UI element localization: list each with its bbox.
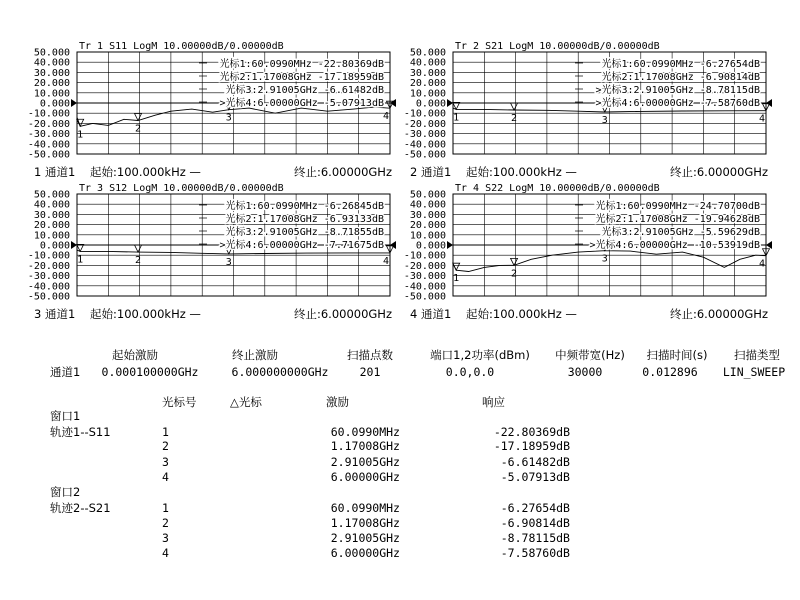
table-row: -6.27654dB xyxy=(500,501,570,515)
chart3-y-tick: -10.000 xyxy=(27,250,70,262)
chart3-ref-right-arrow xyxy=(390,241,396,249)
summary-ifbw-value: 30000 xyxy=(567,365,603,379)
chart3-marker-label: 3 xyxy=(225,256,232,268)
table-row: 2 xyxy=(162,439,169,453)
summary-start-value: 0.000100000GHz xyxy=(101,365,199,379)
chart3-y-tick: -30.000 xyxy=(27,271,70,283)
chart1-marker-readout: 光标3:2.91005GHz -6.61482dB xyxy=(225,85,384,96)
chart4-ref-right-arrow xyxy=(766,241,772,249)
chart3-y-tick: -50.000 xyxy=(27,291,70,303)
chart2-y-tick: -10.000 xyxy=(403,108,446,120)
chart3-marker-label: 1 xyxy=(77,254,84,266)
chart4-marker-label: 4 xyxy=(758,258,765,270)
window1-label: 窗口1 xyxy=(50,409,81,423)
chart1-marker-label: 4 xyxy=(382,111,389,123)
chart4-channel: 4 通道1 xyxy=(410,307,452,321)
table-row: 1.17008GHz xyxy=(330,439,400,453)
summary-stop-value: 6.000000000GHz xyxy=(231,365,329,379)
chart1-y-tick: -50.000 xyxy=(27,149,70,161)
chart1-marker-readout: 光标2:1.17008GHz -17.18959dB xyxy=(219,72,384,83)
chart2-title: Tr 2 S21 LogM 10.00000dB/0.00000dB xyxy=(455,41,660,52)
chart3-marker-label: 2 xyxy=(135,255,142,267)
table-row: -5.07913dB xyxy=(500,470,570,484)
chart2-stop: 终止:6.00000GHz xyxy=(669,165,768,179)
chart2-y-tick: 30.000 xyxy=(409,67,446,79)
chart3-channel: 3 通道1 xyxy=(34,307,76,321)
summary-header-start: 起始激励 xyxy=(112,348,158,362)
chart2-channel: 2 通道1 xyxy=(410,165,452,179)
chart1-ref-left-arrow xyxy=(71,99,77,107)
chart2-y-tick: 10.000 xyxy=(409,88,446,100)
chart1-marker-label: 3 xyxy=(225,112,232,124)
marker-header-response: 响应 xyxy=(482,395,505,409)
summary-sweeptime-value: 0.012896 xyxy=(642,365,698,379)
chart4-ref-left-arrow xyxy=(447,241,453,249)
chart3-start: 起始:100.000kHz — xyxy=(90,307,201,321)
chart4-marker-label: 1 xyxy=(453,273,460,285)
chart4-marker-readout: 光标3:2.91005GHz -5.59629dB xyxy=(601,227,760,238)
chart2-marker-readout: 光标2:1.17008GHz -6.90814dB xyxy=(601,72,760,83)
chart4-stop: 终止:6.00000GHz xyxy=(669,307,768,321)
window2-trace: 轨迹2--S21 xyxy=(50,501,111,515)
chart1-y-tick: 50.000 xyxy=(33,47,70,59)
chart4-marker-readout: 光标2:1.17008GHz -19.94628dB xyxy=(595,214,760,225)
table-row: 6.00000GHz xyxy=(330,546,400,560)
table-row: 1 xyxy=(162,501,169,515)
chart3-y-tick: 30.000 xyxy=(33,209,70,221)
chart3-y-tick: 40.000 xyxy=(33,199,70,211)
chart1-stop: 终止:6.00000GHz xyxy=(293,165,392,179)
table-row: 3 xyxy=(162,455,169,469)
summary-header-stop: 终止激励 xyxy=(232,348,278,362)
marker-header-stimulus: 激励 xyxy=(326,395,349,409)
chart1-y-tick: -10.000 xyxy=(27,108,70,120)
chart4-title: Tr 4 S22 LogM 10.00000dB/0.00000dB xyxy=(455,183,660,194)
chart3-y-tick: 10.000 xyxy=(33,230,70,242)
chart3-marker-readout: >光标4:6.00000GHz -7.71675dB xyxy=(219,240,384,251)
summary-header-sweeptype: 扫描类型 xyxy=(734,348,780,362)
chart2-ref-right-arrow xyxy=(766,99,772,107)
chart3-y-tick: -40.000 xyxy=(27,281,70,293)
chart1-y-tick: -30.000 xyxy=(27,129,70,141)
table-row: 6.00000GHz xyxy=(330,470,400,484)
chart1-marker-readout: 光标1:60.0990MHz -22.80369dB xyxy=(219,59,384,70)
table-row: 60.0990MHz xyxy=(330,501,400,515)
chart2-marker-label: 3 xyxy=(601,114,608,126)
table-row: 1.17008GHz xyxy=(330,516,400,530)
chart1-marker-readout: >光标4:6.00000GHz -5.07913dB xyxy=(219,98,384,109)
chart3-title: Tr 3 S12 LogM 10.00000dB/0.00000dB xyxy=(79,183,284,194)
table-row: -22.80369dB xyxy=(493,425,570,439)
chart3-marker-readout: 光标1:60.0990MHz -6.26845dB xyxy=(225,201,384,212)
table-row: -7.58760dB xyxy=(500,546,570,560)
window2-label: 窗口2 xyxy=(50,485,81,499)
chart1-start: 起始:100.000kHz — xyxy=(90,165,201,179)
table-row: -17.18959dB xyxy=(493,439,570,453)
chart2-marker-label: 4 xyxy=(758,113,765,125)
summary-row-label: 通道1 xyxy=(50,365,81,379)
summary-sweeptype-value: LIN_SWEEP xyxy=(722,365,786,379)
chart2-y-tick: 40.000 xyxy=(409,57,446,69)
chart3-y-tick: 50.000 xyxy=(33,189,70,201)
chart1-channel: 1 通道1 xyxy=(34,165,76,179)
chart4-y-tick: 30.000 xyxy=(409,209,446,221)
chart4-y-tick: -10.000 xyxy=(403,250,446,262)
summary-points-value: 201 xyxy=(359,365,381,379)
chart1-y-tick: 10.000 xyxy=(33,88,70,100)
summary-header-points: 扫描点数 xyxy=(347,348,393,362)
chart4-start: 起始:100.000kHz — xyxy=(466,307,577,321)
chart2-marker xyxy=(511,103,518,110)
chart4-y-tick: -40.000 xyxy=(403,281,446,293)
summary-header-sweeptime: 扫描时间(s) xyxy=(646,348,708,362)
chart2-y-tick: 0.000 xyxy=(415,98,446,110)
chart3-marker-readout: 光标2:1.17008GHz -6.93133dB xyxy=(225,214,384,225)
chart1-y-tick: 20.000 xyxy=(33,78,70,90)
table-row: -6.90814dB xyxy=(500,516,570,530)
chart1-marker-label: 1 xyxy=(77,129,84,141)
table-row: 2.91005GHz xyxy=(330,531,400,545)
chart1-y-tick: -20.000 xyxy=(27,118,70,130)
table-row: 2 xyxy=(162,516,169,530)
chart3-stop: 终止:6.00000GHz xyxy=(293,307,392,321)
chart2-marker-label: 1 xyxy=(453,112,460,124)
chart1-y-tick: 0.000 xyxy=(39,98,70,110)
chart4-y-tick: 50.000 xyxy=(409,189,446,201)
table-row: 4 xyxy=(162,546,169,560)
chart4-y-tick: -20.000 xyxy=(403,260,446,272)
chart2-start: 起始:100.000kHz — xyxy=(466,165,577,179)
chart2-y-tick: -30.000 xyxy=(403,129,446,141)
chart1-y-tick: 40.000 xyxy=(33,57,70,69)
chart3-marker xyxy=(135,245,142,252)
table-row: 2.91005GHz xyxy=(330,455,400,469)
chart4-marker-label: 2 xyxy=(511,268,518,280)
chart2-y-tick: -50.000 xyxy=(403,149,446,161)
chart4-y-tick: 10.000 xyxy=(409,230,446,242)
chart2-marker-readout: >光标4:6.00000GHz -7.58760dB xyxy=(595,98,760,109)
chart2-marker-label: 2 xyxy=(511,113,518,125)
chart2-y-tick: 50.000 xyxy=(409,47,446,59)
table-row: 4 xyxy=(162,470,169,484)
chart3-y-tick: -20.000 xyxy=(27,260,70,272)
marker-header-number: 光标号 xyxy=(162,395,197,409)
table-row: 1 xyxy=(162,425,169,439)
chart3-marker-readout: 光标3:2.91005GHz -8.71855dB xyxy=(225,227,384,238)
table-row: 60.0990MHz xyxy=(330,425,400,439)
table-row: -6.61482dB xyxy=(500,455,570,469)
chart4-marker-readout: >光标4:6.00000GHz -10.53919dB xyxy=(589,240,760,251)
marker-header-delta: △光标 xyxy=(230,395,262,409)
chart3-ref-left-arrow xyxy=(71,241,77,249)
chart1-y-tick: -40.000 xyxy=(27,139,70,151)
table-row: 3 xyxy=(162,531,169,545)
chart2-y-tick: -20.000 xyxy=(403,118,446,130)
chart2-y-tick: -40.000 xyxy=(403,139,446,151)
table-row: -8.78115dB xyxy=(500,531,570,545)
chart2-marker-readout: >光标3:2.91005GHz -8.78115dB xyxy=(595,85,760,96)
window1-trace: 轨迹1--S11 xyxy=(50,425,111,439)
summary-header-ifbw: 中频带宽(Hz) xyxy=(555,348,625,362)
chart2-y-tick: 20.000 xyxy=(409,78,446,90)
chart4-y-tick: -50.000 xyxy=(403,291,446,303)
chart4-y-tick: 40.000 xyxy=(409,199,446,211)
chart3-y-tick: 0.000 xyxy=(39,240,70,252)
chart1-title: Tr 1 S11 LogM 10.00000dB/0.00000dB xyxy=(79,41,284,52)
chart4-marker-readout: 光标1:60.0990MHz -24.70700dB xyxy=(595,201,760,212)
chart1-marker-label: 2 xyxy=(135,123,142,135)
summary-power-value: 0.0,0.0 xyxy=(445,365,495,379)
chart2-marker-readout: 光标1:60.0990MHz -6.27654dB xyxy=(601,59,760,70)
chart4-y-tick: 0.000 xyxy=(415,240,446,252)
chart2-ref-left-arrow xyxy=(447,99,453,107)
chart3-y-tick: 20.000 xyxy=(33,220,70,232)
summary-header-power: 端口1,2功率(dBm) xyxy=(430,348,530,362)
chart4-y-tick: -30.000 xyxy=(403,271,446,283)
chart3-marker-label: 4 xyxy=(382,255,389,267)
chart1-y-tick: 30.000 xyxy=(33,67,70,79)
chart4-y-tick: 20.000 xyxy=(409,220,446,232)
chart4-marker-label: 3 xyxy=(601,253,608,265)
